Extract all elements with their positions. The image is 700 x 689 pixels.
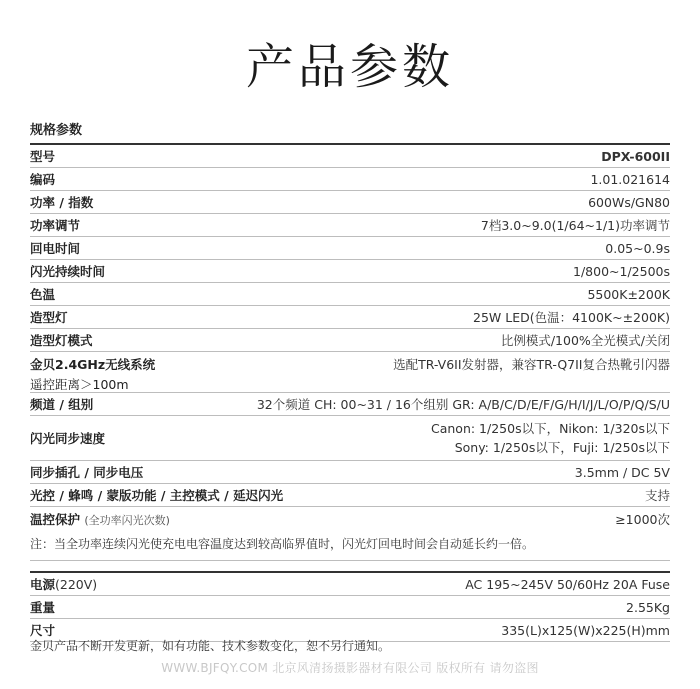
spec-key [30, 510, 170, 528]
section-label: 规格参数 [30, 123, 83, 138]
spec-row-thermal [30, 507, 670, 561]
spec-value: 比例模式/100%全光模式/关闭 [500, 333, 670, 348]
spec-value: 5500K±200K [587, 286, 670, 302]
spec-row-channels [30, 393, 670, 416]
spec-value: 选配TR-V6II发射器，兼容TR-Q7II复合热靴引闪器 [393, 357, 670, 372]
spec-row-sync-speed [30, 416, 670, 461]
spec-row-functions [30, 484, 670, 507]
spec-value: 335(L)x125(W)x225(H)mm [501, 622, 670, 638]
spec-value: 32个频道 CH: 00~31 / 16个组别 GR: A/B/C/D/E/F/G/H/I/J/L/O/P/Q/S/U [256, 397, 670, 412]
spec-row-thermal-line [30, 510, 670, 528]
spec-row-power-supply [30, 573, 670, 596]
spec-value-line: Canon: 1/250s以下，Nikon: 1/320s以下 [430, 421, 670, 436]
spec-value: AC 195~245V 50/60Hz 20A Fuse [465, 576, 670, 592]
spec-row-modeling-lamp [30, 306, 670, 329]
spec-key [30, 575, 97, 593]
spec-value: 1/800~1/2500s [573, 263, 670, 279]
spec-value: DPX-600II [601, 148, 670, 164]
spec-key: 功率 / 指数 [30, 195, 94, 210]
spacer [30, 561, 670, 571]
spec-row-power [30, 191, 670, 214]
spec-row-power-adjust [30, 214, 670, 237]
spec-key-light: (220V) [55, 577, 98, 592]
watermark: WWW.BJFQY.COM 北京风清扬摄影器材有限公司 版权所有 请勿盗图 [161, 661, 539, 675]
spec-value [431, 419, 670, 457]
spec-key: 功率调节 [30, 218, 81, 233]
spec-key-light: (全功率闪光次数) [84, 514, 170, 527]
spec-key: 重量 [30, 600, 56, 615]
spec-key: 频道 / 组别 [30, 397, 94, 412]
spec-row-color-temp [30, 283, 670, 306]
spec-value: 0.05~0.9s [605, 240, 670, 256]
spec-value-line: Sony: 1/250s以下，Fuji: 1/250s以下 [454, 440, 670, 455]
spec-row-wireless [30, 352, 670, 393]
spec-key: 尺寸 [30, 623, 56, 638]
spec-key: 色温 [30, 287, 56, 302]
spec-row-code [30, 168, 670, 191]
spec-value: 3.5mm / DC 5V [574, 464, 670, 480]
spec-key: 造型灯模式 [30, 333, 93, 348]
spec-value: ≥1000次 [615, 512, 670, 527]
footer-note: 金贝产品不断开发更新，如有功能、技术参数变化，恕不另行通知。 [30, 639, 391, 653]
spec-key-text: 温控保护 [30, 512, 81, 527]
spec-key-text: 金贝2.4GHz无线系统 [30, 357, 156, 372]
page-title: 产品参数 [245, 39, 454, 95]
spec-value: 2.55Kg [626, 599, 670, 615]
spec-value: 7档3.0~9.0(1/64~1/1)功率调节 [480, 218, 670, 233]
spec-row-sync-port [30, 461, 670, 484]
spec-key [30, 355, 155, 393]
spec-value: 600Ws/GN80 [588, 194, 670, 210]
spec-key: 型号 [30, 149, 56, 164]
spec-key: 回电时间 [30, 241, 81, 256]
spec-row-recycle [30, 237, 670, 260]
spec-key: 同步插孔 / 同步电压 [30, 465, 144, 480]
spec-value: 25W LED(色温：4100K~±200K) [473, 310, 670, 325]
spec-row-flash-duration [30, 260, 670, 283]
spec-row-weight [30, 596, 670, 619]
spec-key: 闪光同步速度 [30, 431, 106, 446]
spec-row-model [30, 145, 670, 168]
spec-key-text: 电源 [30, 577, 56, 592]
spec-key: 造型灯 [30, 310, 68, 325]
spec-key: 编码 [30, 172, 56, 187]
spec-table [30, 143, 670, 642]
spec-value: 支持 [644, 488, 670, 503]
spec-row-modeling-mode [30, 329, 670, 352]
spec-note: 注：当全功率连续闪光使充电电容温度达到较高临界值时，闪光灯回电时间会自动延长约一倍。 [30, 537, 535, 551]
spec-value: 1.01.021614 [590, 171, 670, 187]
spec-key: 光控 / 蜂鸣 / 蒙版功能 / 主控模式 / 延迟闪光 [30, 488, 284, 503]
spec-key-sub: 遥控距离＞100m [30, 377, 129, 392]
spec-key: 闪光持续时间 [30, 264, 106, 279]
